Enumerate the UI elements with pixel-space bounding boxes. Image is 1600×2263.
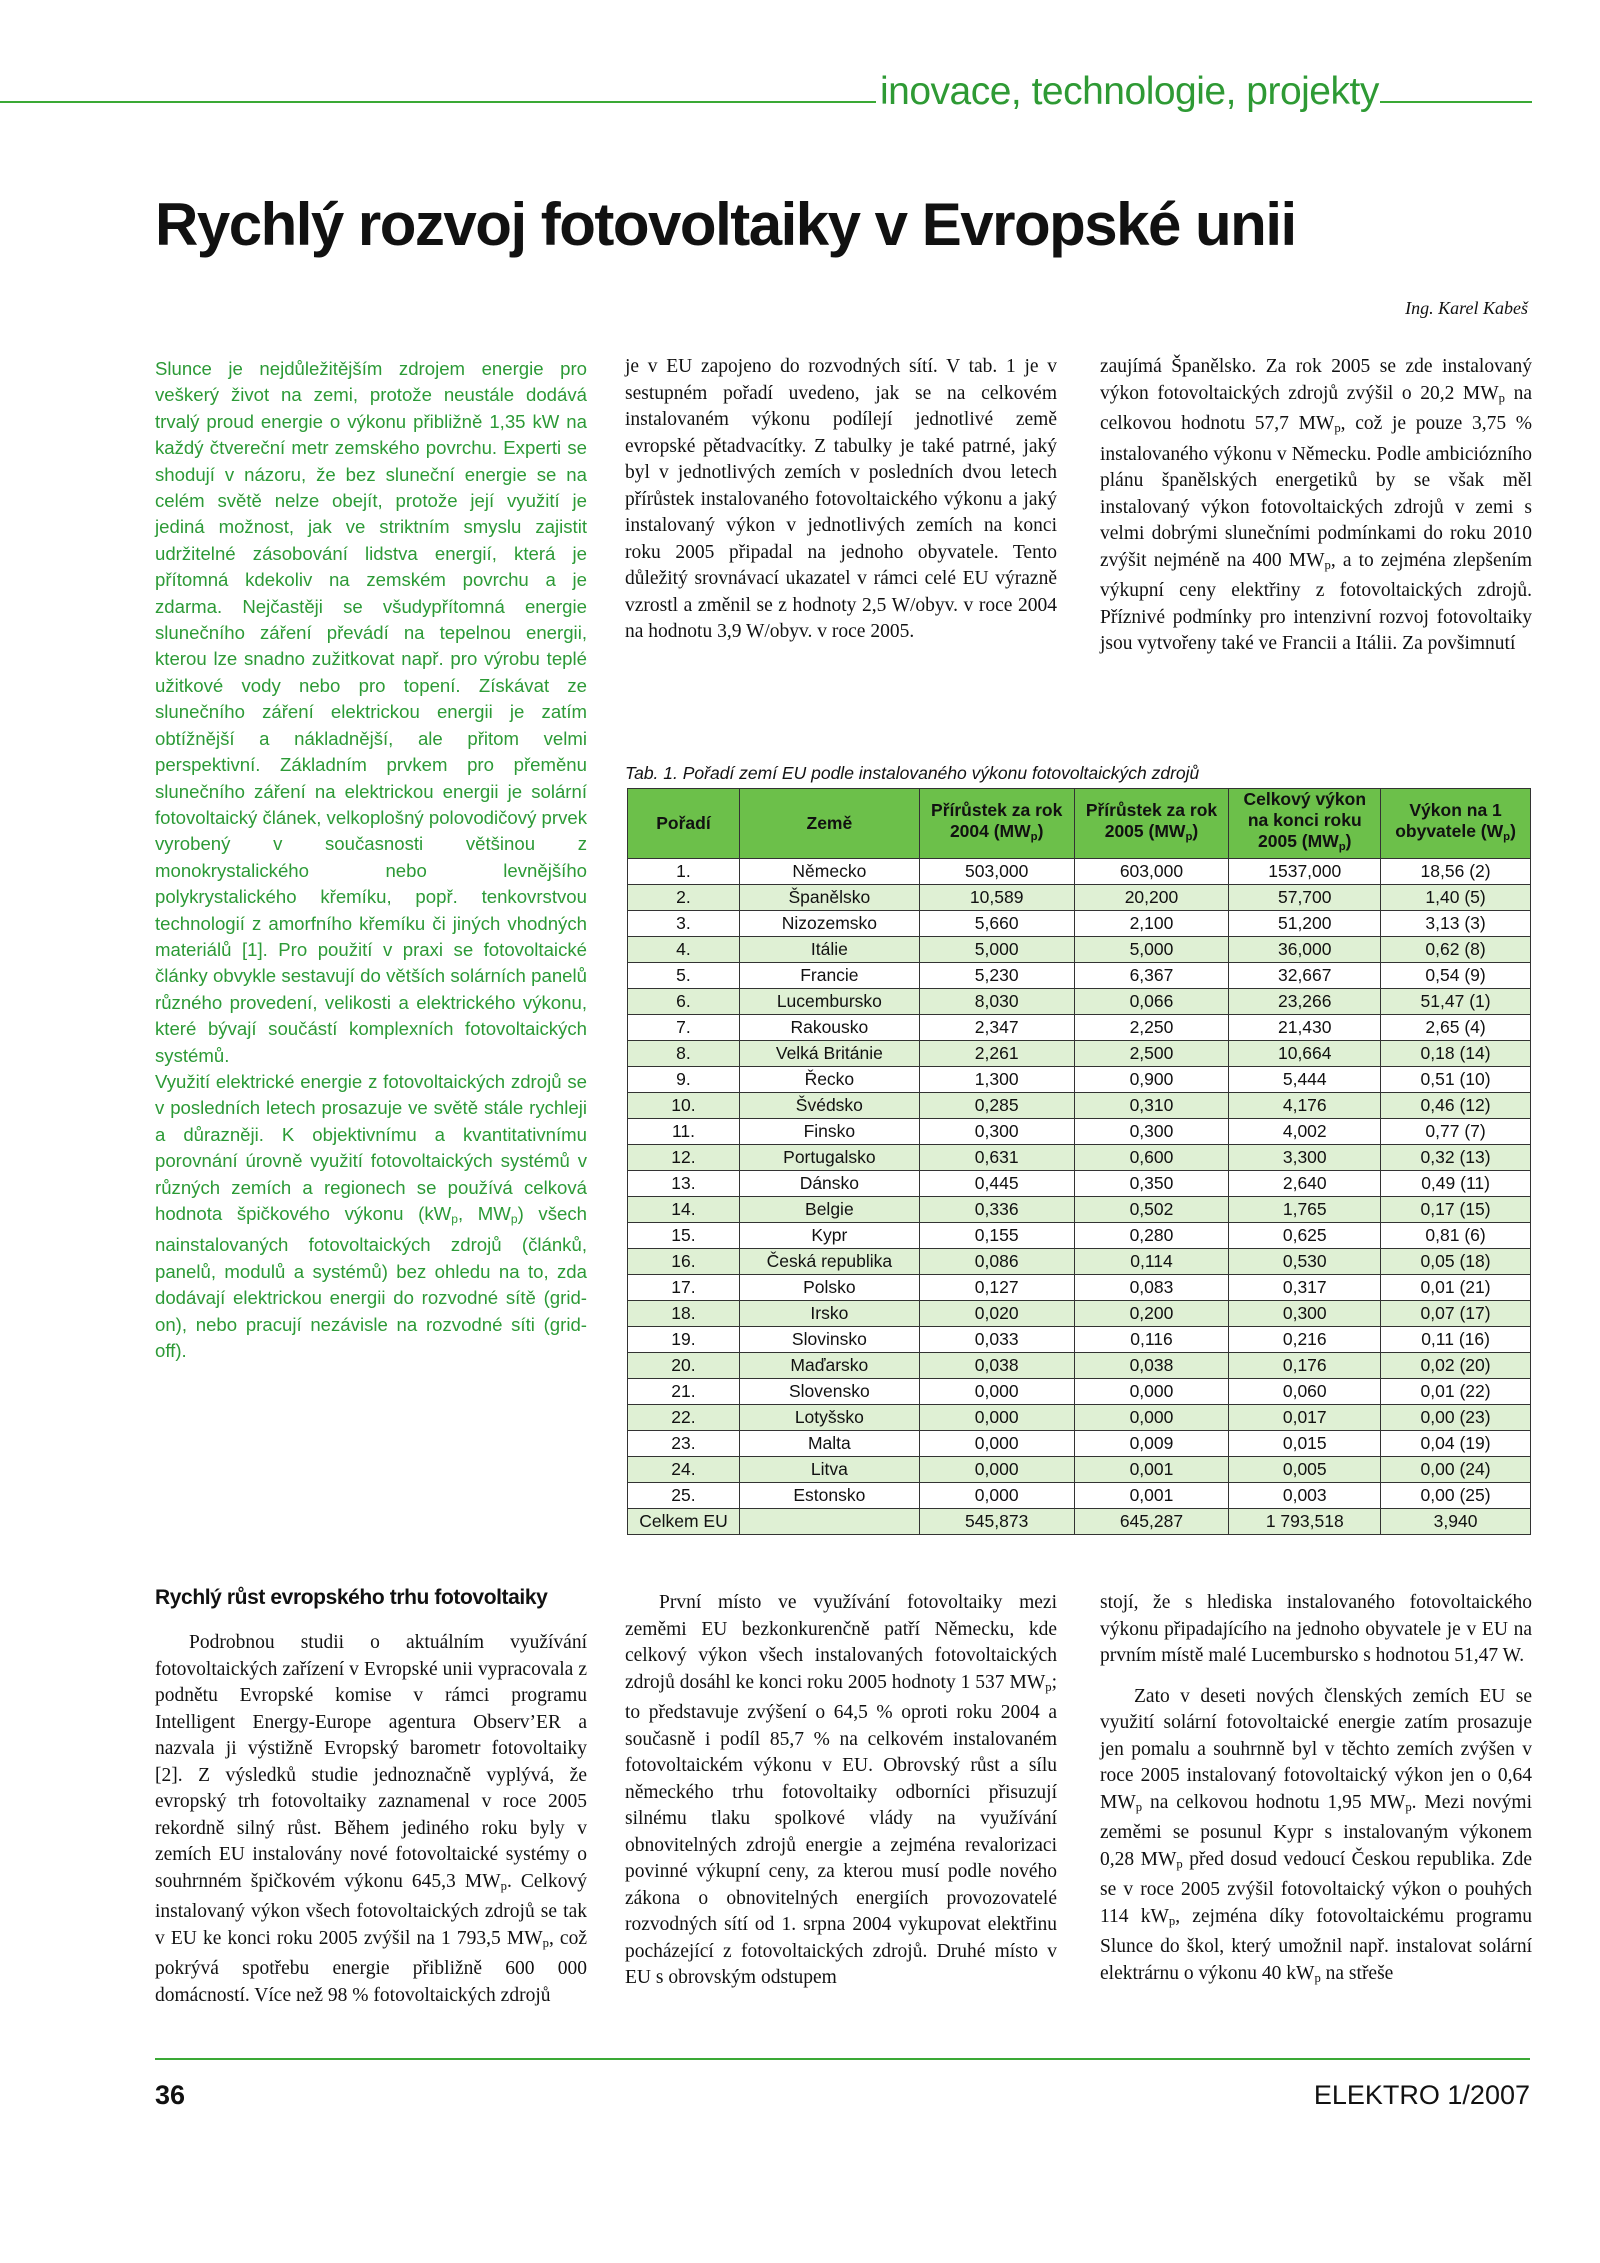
cell-increase-2004: 0,445 bbox=[919, 1170, 1074, 1196]
cell-per-capita: 0,07 (17) bbox=[1381, 1300, 1531, 1326]
cell-per-capita: 0,51 (10) bbox=[1381, 1066, 1531, 1092]
cell-increase-2004: 0,155 bbox=[919, 1222, 1074, 1248]
cell-per-capita: 0,01 (22) bbox=[1381, 1378, 1531, 1404]
cell-increase-2005: 0,310 bbox=[1074, 1092, 1229, 1118]
body-paragraph: Zato v deseti nových členských zemích EU se využití solární fotovoltaické energie zatím prosazuje jen pomalu a souhrnně byl v těchto zemích zvýšen v roce 2005 instalovaný fotovoltaický výkon jen o 0,64 $MW_p$ na celkovou hodnotu 1,95 $MW_p$. Mezi novými zeměmi se posunul Kypr s instalovaným výkonem 0,28 $MW_p$ před dosud vedoucí Českou republika. Zde se v roce 2005 zvýšil fotovoltaický výkon o pouhých 114 $kW_p$, zejména díky fotovoltaickému programu Slunce do škol, který umožnil např. instalovat solární elektrárnu o výkonu 40 $kW_p$ na střeše bbox=[1100, 1685, 1532, 1986]
cell-increase-2005: 0,009 bbox=[1074, 1430, 1229, 1456]
cell-rank: 24. bbox=[628, 1456, 740, 1482]
table-row bbox=[628, 1118, 1531, 1144]
table-row bbox=[628, 858, 1531, 884]
header-country: Země bbox=[739, 789, 919, 859]
table-row bbox=[628, 1378, 1531, 1404]
table-row bbox=[628, 936, 1531, 962]
cell-rank: 22. bbox=[628, 1404, 740, 1430]
cell-total-2005: 0,015 bbox=[1229, 1430, 1381, 1456]
cell-increase-2004: 0,285 bbox=[919, 1092, 1074, 1118]
cell-increase-2004: 5,660 bbox=[919, 910, 1074, 936]
header-increase-2004: Přírůstek za rok 2004 $(MW_p)$ bbox=[919, 789, 1074, 859]
table-row bbox=[628, 1144, 1531, 1170]
cell-total-2005: 51,200 bbox=[1229, 910, 1381, 936]
cell-increase-2004: 5,000 bbox=[919, 936, 1074, 962]
cell-total-2005: 3,300 bbox=[1229, 1144, 1381, 1170]
cell-total-2005: 0,317 bbox=[1229, 1274, 1381, 1300]
intro-column bbox=[155, 356, 587, 1364]
cell-increase-2004: 503,000 bbox=[919, 858, 1074, 884]
body-column-2-top bbox=[625, 354, 1057, 646]
cell-increase-2004: 0,000 bbox=[919, 1378, 1074, 1404]
cell-country: Portugalsko bbox=[739, 1144, 919, 1170]
header-rule-left bbox=[0, 101, 876, 103]
pv-ranking-table bbox=[627, 788, 1531, 1535]
cell-increase-2004: 2,347 bbox=[919, 1014, 1074, 1040]
cell-total-2005: 0,005 bbox=[1229, 1456, 1381, 1482]
cell-country: Estonsko bbox=[739, 1482, 919, 1508]
cell-increase-2005: 0,038 bbox=[1074, 1352, 1229, 1378]
cell-country: Slovinsko bbox=[739, 1326, 919, 1352]
cell-increase-2004: 1,300 bbox=[919, 1066, 1074, 1092]
cell-increase-2005: 0,200 bbox=[1074, 1300, 1229, 1326]
cell-country: Itálie bbox=[739, 936, 919, 962]
cell-total-2005: 1537,000 bbox=[1229, 858, 1381, 884]
cell-country: Polsko bbox=[739, 1274, 919, 1300]
cell-per-capita: 0,02 (20) bbox=[1381, 1352, 1531, 1378]
cell-rank: 5. bbox=[628, 962, 740, 988]
cell-increase-2005: 603,000 bbox=[1074, 858, 1229, 884]
cell-rank: 13. bbox=[628, 1170, 740, 1196]
cell-rank: 19. bbox=[628, 1326, 740, 1352]
cell-increase-2004: 0,631 bbox=[919, 1144, 1074, 1170]
cell-per-capita: 18,56 (2) bbox=[1381, 858, 1531, 884]
cell-country: Kypr bbox=[739, 1222, 919, 1248]
cell-rank: 11. bbox=[628, 1118, 740, 1144]
cell-rank: 1. bbox=[628, 858, 740, 884]
cell-country: Belgie bbox=[739, 1196, 919, 1222]
cell-per-capita: 1,40 (5) bbox=[1381, 884, 1531, 910]
table-row bbox=[628, 1482, 1531, 1508]
body-paragraph: je v EU zapojeno do rozvodných sítí. V tab. 1 je v sestupném pořadí uvedeno, jak se na celkovém instalovaném výkonu podílejí jednotlivé země evropské pětadvacítky. Z tabulky je také patrné, jaký byl v jednotlivých zemích v posledních dvou letech přírůstek instalovaného fotovoltaického výkonu a jaký instalovaný výkon v jednotlivých zemích na konci roku 2005 připadal na jednoho obyvatele. Tento důležitý srovnávací ukazatel v rámci celé EU výrazně vzrostl a změnil se z hodnoty 2,5 W/obyv. v roce 2004 na hodnotu 3,9 W/obyv. v roce 2005. bbox=[625, 356, 1057, 642]
cell-total-2005: 0,017 bbox=[1229, 1404, 1381, 1430]
table-caption: Tab. 1. Pořadí zemí EU podle instalovaného výkonu fotovoltaických zdrojů bbox=[625, 763, 1200, 783]
cell-country: Nizozemsko bbox=[739, 910, 919, 936]
cell-country: Lotyšsko bbox=[739, 1404, 919, 1430]
cell-per-capita: 0,81 (6) bbox=[1381, 1222, 1531, 1248]
cell-per-capita: 0,18 (14) bbox=[1381, 1040, 1531, 1066]
cell-increase-2004: 0,300 bbox=[919, 1118, 1074, 1144]
cell-increase-2005: 0,000 bbox=[1074, 1378, 1229, 1404]
cell-increase-2005: 0,083 bbox=[1074, 1274, 1229, 1300]
cell-country: Rakousko bbox=[739, 1014, 919, 1040]
cell-increase-2005: 0,066 bbox=[1074, 988, 1229, 1014]
cell-total-2005: 0,176 bbox=[1229, 1352, 1381, 1378]
total-cell-rank: Celkem EU bbox=[628, 1508, 740, 1534]
table-row bbox=[628, 1248, 1531, 1274]
cell-rank: 7. bbox=[628, 1014, 740, 1040]
cell-per-capita: 0,54 (9) bbox=[1381, 962, 1531, 988]
cell-per-capita: 0,46 (12) bbox=[1381, 1092, 1531, 1118]
cell-increase-2005: 0,600 bbox=[1074, 1144, 1229, 1170]
table-row bbox=[628, 1404, 1531, 1430]
cell-per-capita: 51,47 (1) bbox=[1381, 988, 1531, 1014]
cell-total-2005: 0,530 bbox=[1229, 1248, 1381, 1274]
cell-rank: 15. bbox=[628, 1222, 740, 1248]
cell-increase-2004: 0,127 bbox=[919, 1274, 1074, 1300]
cell-increase-2005: 2,100 bbox=[1074, 910, 1229, 936]
cell-per-capita: 2,65 (4) bbox=[1381, 1014, 1531, 1040]
table-row bbox=[628, 1222, 1531, 1248]
total-cell-increase-2004: 545,873 bbox=[919, 1508, 1074, 1534]
cell-rank: 3. bbox=[628, 910, 740, 936]
table-row bbox=[628, 1326, 1531, 1352]
cell-rank: 17. bbox=[628, 1274, 740, 1300]
cell-increase-2005: 2,250 bbox=[1074, 1014, 1229, 1040]
table-header-row bbox=[628, 789, 1531, 859]
cell-country: Finsko bbox=[739, 1118, 919, 1144]
body-column-2-bottom bbox=[625, 1590, 1057, 1992]
cell-increase-2004: 0,086 bbox=[919, 1248, 1074, 1274]
cell-increase-2005: 0,502 bbox=[1074, 1196, 1229, 1222]
cell-country: Litva bbox=[739, 1456, 919, 1482]
intro-paragraph-2: Využití elektrické energie z fotovoltaických zdrojů se v posledních letech prosazuje ve světě stále rychleji a důrazněji. K objektivnímu a kvantitativnímu porovnání úrovně využití fotovoltaických systémů v různých zemích a regionech se používá celková hodnota špičkového výkonu ($kW_p$, $MW_p$) všech nainstalovaných fotovoltaických zdrojů (článků, panelů, modulů a systémů) bez ohledu na to, zda dodávají elektrickou energii do rozvodné sítě (grid-on), nebo pracují nezávisle na rozvodné síti (grid-off). bbox=[155, 1070, 588, 1362]
cell-country: Švédsko bbox=[739, 1092, 919, 1118]
total-cell-total-2005: 1 793,518 bbox=[1229, 1508, 1381, 1534]
cell-per-capita: 0,00 (24) bbox=[1381, 1456, 1531, 1482]
cell-increase-2004: 0,000 bbox=[919, 1430, 1074, 1456]
cell-total-2005: 2,640 bbox=[1229, 1170, 1381, 1196]
cell-per-capita: 0,17 (15) bbox=[1381, 1196, 1531, 1222]
cell-increase-2005: 0,001 bbox=[1074, 1482, 1229, 1508]
cell-country: Velká Británie bbox=[739, 1040, 919, 1066]
body-column-1-bottom bbox=[155, 1630, 587, 2009]
cell-total-2005: 5,444 bbox=[1229, 1066, 1381, 1092]
cell-increase-2005: 0,350 bbox=[1074, 1170, 1229, 1196]
table-total-row bbox=[628, 1508, 1531, 1534]
magazine-issue: ELEKTRO 1/2007 bbox=[1313, 2080, 1530, 2110]
total-cell-increase-2005: 645,287 bbox=[1074, 1508, 1229, 1534]
subheading: Rychlý růst evropského trhu fotovoltaiky bbox=[155, 1586, 548, 1609]
cell-per-capita: 0,01 (21) bbox=[1381, 1274, 1531, 1300]
footer-rule bbox=[155, 2058, 1530, 2060]
cell-total-2005: 23,266 bbox=[1229, 988, 1381, 1014]
body-column-3-bottom bbox=[1100, 1590, 1532, 1992]
cell-total-2005: 36,000 bbox=[1229, 936, 1381, 962]
cell-rank: 2. bbox=[628, 884, 740, 910]
table-row bbox=[628, 1274, 1531, 1300]
cell-total-2005: 0,216 bbox=[1229, 1326, 1381, 1352]
cell-increase-2004: 0,020 bbox=[919, 1300, 1074, 1326]
section-title: inovace, technologie, projekty bbox=[880, 70, 1379, 113]
table-row bbox=[628, 1040, 1531, 1066]
cell-country: Francie bbox=[739, 962, 919, 988]
header-per-capita: Výkon na 1 obyvatele $(W_p)$ bbox=[1381, 789, 1531, 859]
cell-total-2005: 1,765 bbox=[1229, 1196, 1381, 1222]
body-column-3-top bbox=[1100, 354, 1532, 658]
cell-rank: 8. bbox=[628, 1040, 740, 1066]
cell-per-capita: 0,11 (16) bbox=[1381, 1326, 1531, 1352]
cell-per-capita: 0,00 (23) bbox=[1381, 1404, 1531, 1430]
header-total-2005: Celkový výkon na konci roku 2005 $(MW_p)$ bbox=[1229, 789, 1381, 859]
cell-rank: 12. bbox=[628, 1144, 740, 1170]
cell-total-2005: 0,060 bbox=[1229, 1378, 1381, 1404]
cell-country: Řecko bbox=[739, 1066, 919, 1092]
cell-increase-2005: 5,000 bbox=[1074, 936, 1229, 962]
cell-rank: 4. bbox=[628, 936, 740, 962]
table-row bbox=[628, 1014, 1531, 1040]
body-paragraph: Podrobnou studii o aktuálním využívání fotovoltaických zařízení v Evropské unii vypracovala z podnětu Evropské komise v rámci programu Intelligent Energy-Europe agentura Observ’ER a nazvala ji výstižně Evropský barometr fotovoltaiky [2]. Z výsledků studie jednoznačně vyplývá, že evropský trh fotovoltaiky zaznamenal v roce 2005 rekordně silný růst. Během jediného roku byly v zemích EU instalovány nové fotovoltaické systémy o souhrnném špičkovém výkonu 645,3 $MW_p$. Celkový instalovaný výkon všech fotovoltaických zdrojů se tak v EU ke konci roku 2005 zvýšil na 1 793,5 $MW_p$, což pokrývá spotřebu energie přibližně 600 000 domácností. Více než 98 % fotovoltaických zdrojů bbox=[155, 1632, 587, 2006]
cell-rank: 6. bbox=[628, 988, 740, 1014]
cell-per-capita: 0,00 (25) bbox=[1381, 1482, 1531, 1508]
cell-increase-2004: 5,230 bbox=[919, 962, 1074, 988]
cell-increase-2005: 0,000 bbox=[1074, 1404, 1229, 1430]
body-paragraph: stojí, že s hlediska instalovaného fotovoltaického výkonu připadajícího na jednoho obyvatele je v EU na prvním místě malé Lucembursko s hodnotou 51,47 W. bbox=[1100, 1592, 1532, 1666]
cell-increase-2004: 0,000 bbox=[919, 1456, 1074, 1482]
cell-country: Česká republika bbox=[739, 1248, 919, 1274]
cell-increase-2005: 0,300 bbox=[1074, 1118, 1229, 1144]
body-paragraph: První místo ve využívání fotovoltaiky mezi zeměmi EU bezkonkurenčně patří Německu, kde celkový výkon všech instalovaných fotovoltaických zdrojů dosáhl ke konci roku 2005 hodnoty 1 537 $MW_p$; to představuje zvýšení o 64,5 % oproti roku 2004 a současně i podíl 85,7 % na celkovém instalovaném fotovoltaickém výkonu v EU. Obrovský růst a sílu německého trhu fotovoltaiky odborníci přisuzují silnému tlaku spolkové vlády na využívání obnovitelných zdrojů energie a zejména revalorizaci povinné výkupní ceny, za kterou musí podle nového zákona o obnovitelných energiích provozovatelé rozvodných sítí od 1. srpna 2004 vykupovat elektřinu pocházející z fotovoltaických zdrojů. Druhé místo v EU s obrovským odstupem bbox=[625, 1592, 1057, 1989]
cell-increase-2005: 0,114 bbox=[1074, 1248, 1229, 1274]
intro-paragraph-1: Slunce je nejdůležitějším zdrojem energie pro veškerý život na zemi, protože neustále dodává trvalý proud energie o výkonu přibližně 1,35 kW na každý čtvereční metr zemského povrchu. Experti se shodují v názoru, že bez sluneční energie se na celém světě nelze obejít, protože její využití je jediná možnost, jak ve striktním smyslu zajistit udržitelné zásobování lidstva energií, která je přítomná kdekoliv na zemském povrchu a je zdarma. Nejčastěji se všudypřítomná energie slunečního záření převádí na tepelnou energii, kterou lze snadno zužitkovat např. pro výrobu teplé užitkové vody nebo pro topení. Získávat ze slunečního záření elektrickou energii je zatím obtížnější a nákladnější, ale přitom velmi perspektivní. Základním prvkem pro přeměnu slunečního záření na elektrickou energii je solární fotovoltaický článek, velkoplošný polovodičový prvek vyrobený v současnosti většinou z monokrystalického nebo levnějšího polykrystalického křemíku, popř. tenkovrstvou technologií z amorfního křemíku či jiných vhodných materiálů [1]. Pro použití v praxi se fotovoltaické články obvykle sestavují do větších solárních panelů různého provedení, velikosti a elektrického výkonu, které bývají součástí komplexních fotovoltaických systémů. bbox=[155, 358, 588, 1066]
cell-increase-2004: 0,000 bbox=[919, 1404, 1074, 1430]
table-row bbox=[628, 1092, 1531, 1118]
cell-total-2005: 4,176 bbox=[1229, 1092, 1381, 1118]
cell-country: Dánsko bbox=[739, 1170, 919, 1196]
header-rank: Pořadí bbox=[628, 789, 740, 859]
article-title: Rychlý rozvoj fotovoltaiky v Evropské unii bbox=[155, 191, 1296, 258]
table-row bbox=[628, 1352, 1531, 1378]
total-cell-per-capita: 3,940 bbox=[1381, 1508, 1531, 1534]
page-number: 36 bbox=[155, 2080, 186, 2110]
header-increase-2005: Přírůstek za rok 2005 $(MW_p)$ bbox=[1074, 789, 1229, 859]
author: Ing. Karel Kabeš bbox=[1405, 298, 1528, 318]
cell-total-2005: 4,002 bbox=[1229, 1118, 1381, 1144]
cell-increase-2005: 0,900 bbox=[1074, 1066, 1229, 1092]
header-rule-right bbox=[1380, 101, 1532, 103]
cell-total-2005: 0,003 bbox=[1229, 1482, 1381, 1508]
cell-rank: 16. bbox=[628, 1248, 740, 1274]
cell-rank: 18. bbox=[628, 1300, 740, 1326]
cell-per-capita: 3,13 (3) bbox=[1381, 910, 1531, 936]
cell-increase-2004: 0,000 bbox=[919, 1482, 1074, 1508]
cell-total-2005: 0,625 bbox=[1229, 1222, 1381, 1248]
cell-total-2005: 10,664 bbox=[1229, 1040, 1381, 1066]
table-row bbox=[628, 1066, 1531, 1092]
cell-per-capita: 0,62 (8) bbox=[1381, 936, 1531, 962]
cell-rank: 20. bbox=[628, 1352, 740, 1378]
total-cell-country bbox=[739, 1508, 919, 1534]
table-row bbox=[628, 910, 1531, 936]
cell-rank: 9. bbox=[628, 1066, 740, 1092]
cell-increase-2005: 0,116 bbox=[1074, 1326, 1229, 1352]
cell-increase-2005: 0,280 bbox=[1074, 1222, 1229, 1248]
cell-total-2005: 57,700 bbox=[1229, 884, 1381, 910]
cell-rank: 14. bbox=[628, 1196, 740, 1222]
cell-increase-2004: 8,030 bbox=[919, 988, 1074, 1014]
cell-rank: 21. bbox=[628, 1378, 740, 1404]
cell-total-2005: 32,667 bbox=[1229, 962, 1381, 988]
cell-rank: 25. bbox=[628, 1482, 740, 1508]
table-row bbox=[628, 988, 1531, 1014]
cell-country: Německo bbox=[739, 858, 919, 884]
table-row bbox=[628, 1430, 1531, 1456]
cell-increase-2004: 0,033 bbox=[919, 1326, 1074, 1352]
cell-per-capita: 0,77 (7) bbox=[1381, 1118, 1531, 1144]
cell-increase-2004: 0,336 bbox=[919, 1196, 1074, 1222]
body-paragraph: zaujímá Španělsko. Za rok 2005 se zde instalovaný výkon fotovoltaických zdrojů zvýšil o 20,2 $MW_p$ na celkovou hodnotu 57,7 $MW_p$, což je pouze 3,75 % instalovaného výkonu v Německu. Podle ambiciózního plánu španělských energetiků by se však měl instalovaný výkon fotovoltaických zdrojů v zemi s velmi dobrými slunečními podmínkami do roku 2010 zvýšit nejméně na 400 $MW_p$, a to zejména zlepšením výkupní ceny elektřiny z fotovoltaických zdrojů. Příznivé podmínky pro intenzivní rozvoj fotovoltaiky jsou vytvořeny také ve Francii a Itálii. Za povšimnutí bbox=[1100, 356, 1533, 655]
cell-per-capita: 0,05 (18) bbox=[1381, 1248, 1531, 1274]
cell-country: Slovensko bbox=[739, 1378, 919, 1404]
cell-total-2005: 21,430 bbox=[1229, 1014, 1381, 1040]
cell-increase-2005: 6,367 bbox=[1074, 962, 1229, 988]
table-row bbox=[628, 1456, 1531, 1482]
cell-country: Španělsko bbox=[739, 884, 919, 910]
table-row bbox=[628, 1300, 1531, 1326]
table-row bbox=[628, 884, 1531, 910]
cell-per-capita: 0,49 (11) bbox=[1381, 1170, 1531, 1196]
cell-country: Malta bbox=[739, 1430, 919, 1456]
table-row bbox=[628, 962, 1531, 988]
cell-increase-2004: 0,038 bbox=[919, 1352, 1074, 1378]
cell-country: Irsko bbox=[739, 1300, 919, 1326]
cell-per-capita: 0,32 (13) bbox=[1381, 1144, 1531, 1170]
cell-rank: 10. bbox=[628, 1092, 740, 1118]
cell-country: Maďarsko bbox=[739, 1352, 919, 1378]
cell-increase-2004: 2,261 bbox=[919, 1040, 1074, 1066]
cell-increase-2005: 0,001 bbox=[1074, 1456, 1229, 1482]
cell-country: Lucembursko bbox=[739, 988, 919, 1014]
cell-per-capita: 0,04 (19) bbox=[1381, 1430, 1531, 1456]
cell-increase-2004: 10,589 bbox=[919, 884, 1074, 910]
cell-increase-2005: 2,500 bbox=[1074, 1040, 1229, 1066]
table-row bbox=[628, 1196, 1531, 1222]
table-row bbox=[628, 1170, 1531, 1196]
cell-total-2005: 0,300 bbox=[1229, 1300, 1381, 1326]
cell-rank: 23. bbox=[628, 1430, 740, 1456]
cell-increase-2005: 20,200 bbox=[1074, 884, 1229, 910]
